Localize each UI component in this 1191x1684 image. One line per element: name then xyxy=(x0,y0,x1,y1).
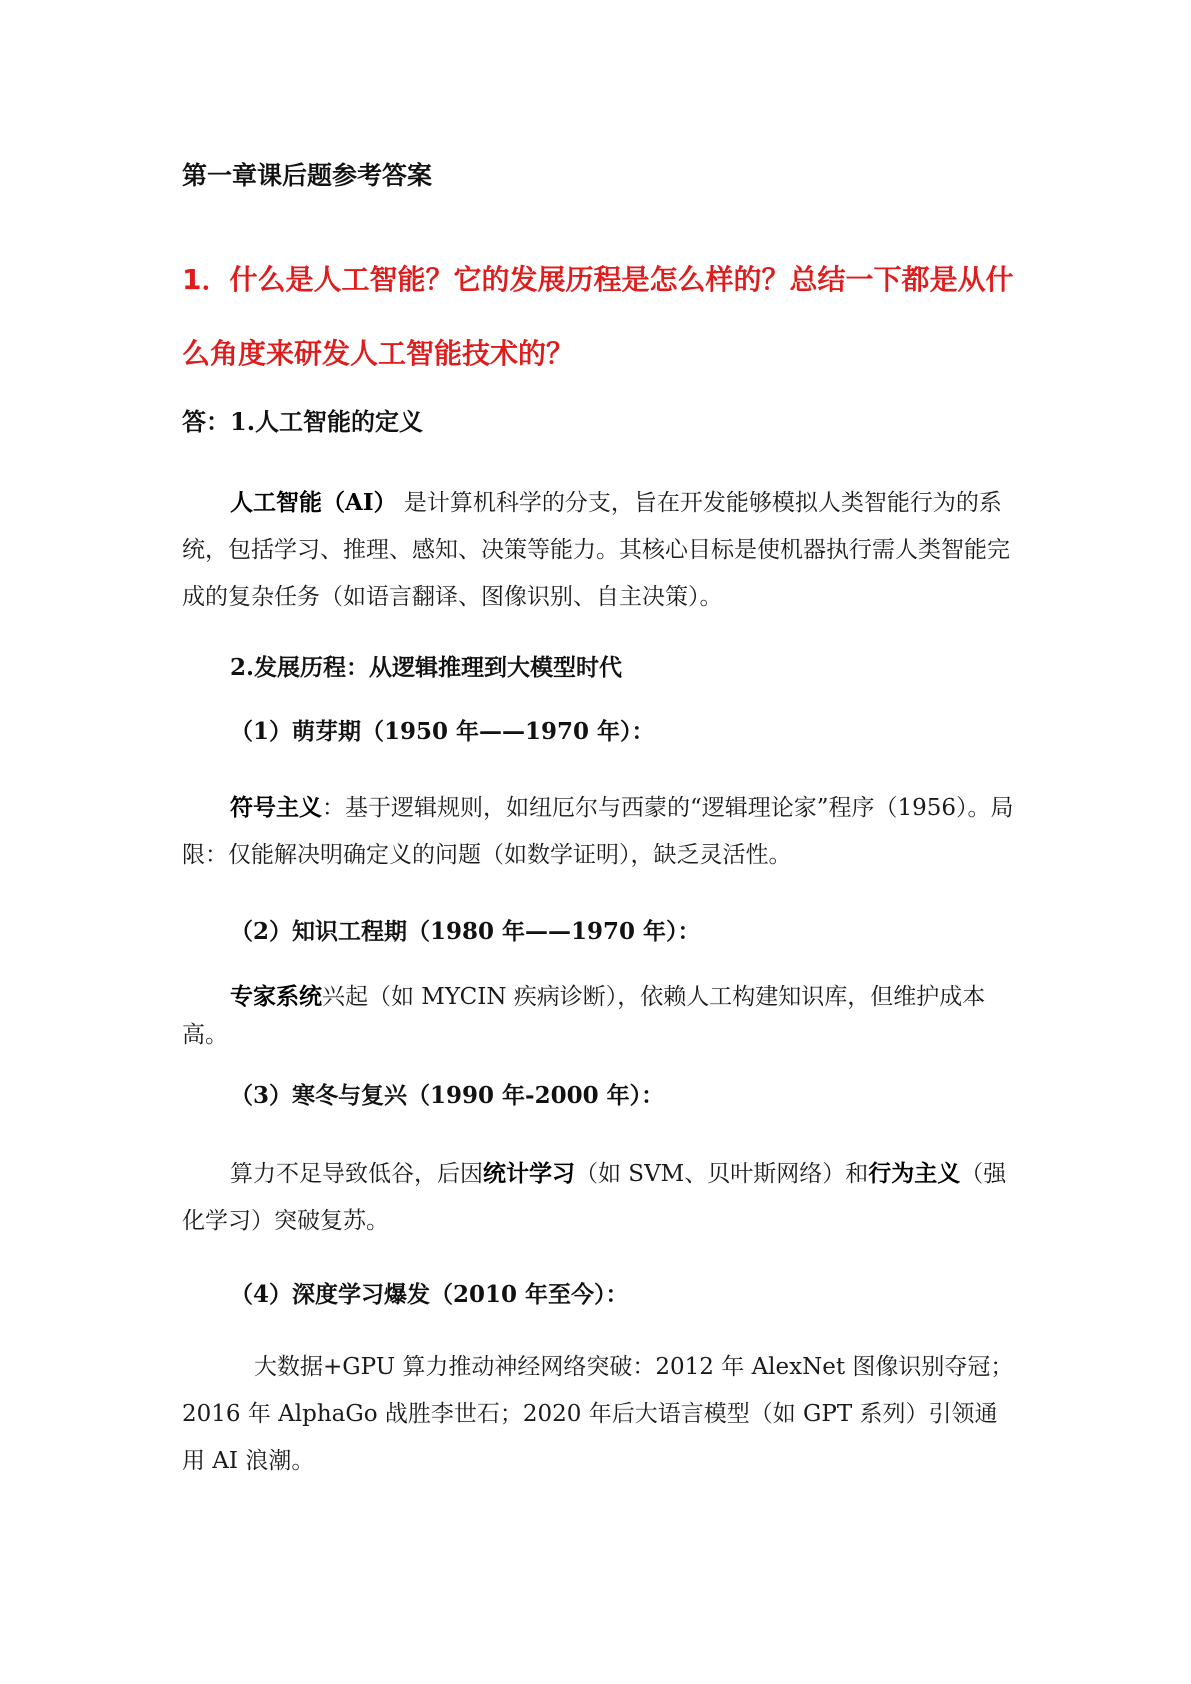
period-2-bold: 专家系统 xyxy=(230,983,322,1010)
period-3-heading: （3）寒冬与复兴（1990 年-2000 年）： xyxy=(230,1082,665,1109)
period-3-mid: （如 SVM、贝叶斯网络）和 xyxy=(575,1161,869,1187)
period-3-bold-1: 统计学习 xyxy=(483,1160,575,1187)
history-heading: 2.发展历程：从逻辑推理到大模型时代 xyxy=(230,654,623,681)
period-2-heading: （2）知识工程期（1980 年——1970 年）： xyxy=(230,918,701,945)
chapter-title: 第一章课后题参考答案 xyxy=(182,161,433,190)
period-1-heading: （1）萌芽期（1950 年——1970 年）： xyxy=(230,718,655,745)
period-1-text: ：基于逻辑规则，如纽厄尔与西蒙的“逻辑理论家”程序（1956）。局限：仅能解决明确定义的问题（如数学证明），缺乏灵活性。 xyxy=(182,795,1014,868)
answer-heading: 答：1.人工智能的定义 xyxy=(182,407,424,436)
period-4-paragraph: 大数据+GPU 算力推动神经网络突破：2012 年 AlexNet 图像识别夺冠；2016 年 AlphaGo 战胜李世石；2020 年后大语言模型（如 GPT 系列）引领通用 AI 浪潮。 xyxy=(182,1354,1014,1474)
period-3-pre: 算力不足导致低谷，后因 xyxy=(230,1161,483,1187)
period-1-paragraph xyxy=(182,784,1014,879)
period-2-text: 兴起（如 MYCIN 疾病诊断），依赖人工构建知识库，但维护成本高。 xyxy=(182,984,986,1048)
period-3-bold-2: 行为主义 xyxy=(868,1160,961,1187)
ai-term: 人工智能（AI） xyxy=(230,489,397,516)
period-3-post: （强化学习）突破复苏。 xyxy=(182,1161,1007,1234)
question-heading: 1．什么是人工智能？它的发展历程是怎么样的？总结一下都是从什么角度来研发人工智能技术的？ xyxy=(182,263,1014,370)
ai-definition-paragraph xyxy=(182,479,1014,621)
period-1-bold: 符号主义 xyxy=(230,794,322,821)
period-2-paragraph xyxy=(182,978,1014,1054)
period-4-heading: （4）深度学习爆发（2010 年至今）： xyxy=(230,1281,629,1308)
period-3-paragraph xyxy=(182,1150,1014,1245)
ai-definition-text: 是计算机科学的分支，旨在开发能够模拟人类智能行为的系统，包括学习、推理、感知、决策等能力。其核心目标是使机器执行需人类智能完成的复杂任务（如语言翻译、图像识别、自主决策）。 xyxy=(182,490,1010,610)
